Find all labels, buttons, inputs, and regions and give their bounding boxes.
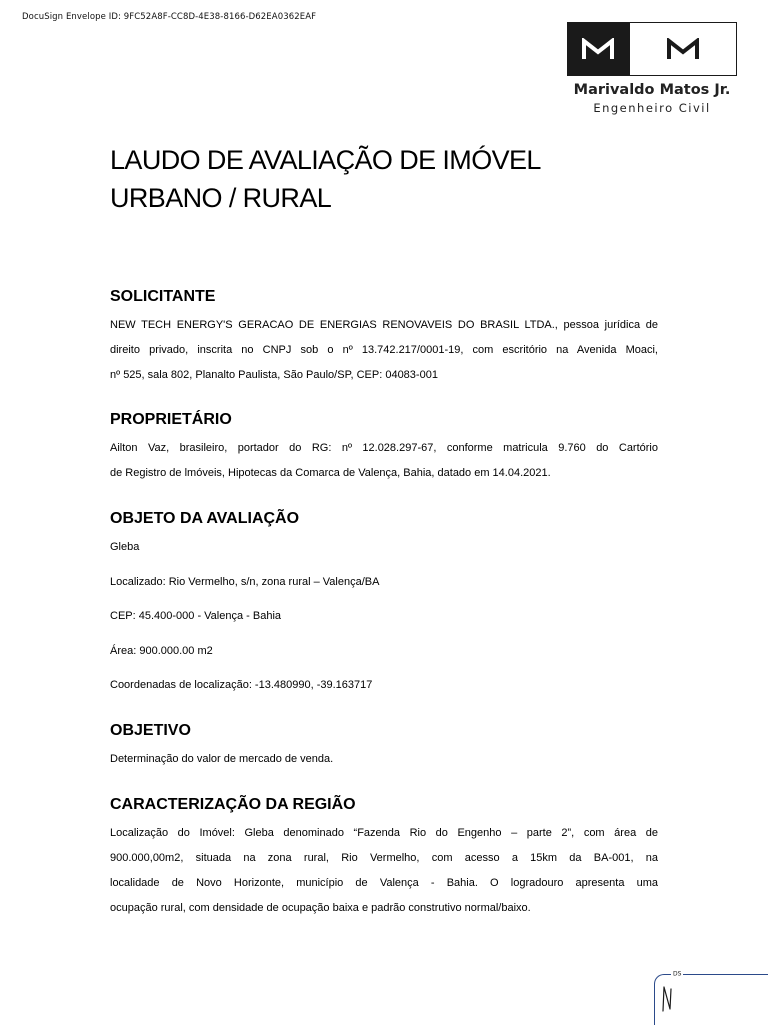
section-proprietario (110, 409, 658, 486)
logo-dark-tile (567, 22, 629, 76)
section-heading-solicitante: SOLICITANTE (110, 288, 216, 305)
solicitante-line: direito privado, inscrita no CNPJ sob o nº 13.742.217/0001-19, com escritório na Avenida Moaci, (110, 344, 658, 356)
regiao-line: ocupação rural, com densidade de ocupação baixa e padrão construtivo normal/baixo. (110, 902, 531, 914)
title-line-2: URBANO / RURAL (110, 183, 332, 213)
solicitante-line: NEW TECH ENERGY'S GERACAO DE ENERGIAS RENOVAVEIS DO BRASIL LTDA., pessoa jurídica de (110, 319, 658, 331)
section-heading-objetivo: OBJETIVO (110, 722, 191, 739)
title-line-1: LAUDO DE AVALIAÇÃO DE IMÓVEL (110, 145, 541, 175)
regiao-line: Localização do Imóvel: Gleba denominado “Fazenda Rio do Engenho – parte 2”, com área de (110, 827, 658, 839)
company-logo (567, 22, 737, 115)
solicitante-line: nº 525, sala 802, Planalto Paulista, São Paulo/SP, CEP: 04083-001 (110, 369, 438, 381)
logo-name: Marivaldo Matos Jr. (573, 82, 731, 98)
logo-light-tile (629, 22, 737, 76)
handwritten-initial-icon (659, 983, 679, 1013)
section-objetivo (110, 720, 658, 772)
objetivo-text: Determinação do valor de mercado de venda. (110, 753, 334, 765)
regiao-line: localidade de Novo Horizonte, município de Valença - Bahia. O logradouro apresenta uma (110, 877, 658, 889)
section-objeto (110, 508, 658, 703)
section-regiao (110, 794, 658, 921)
objeto-item: Gleba (110, 541, 140, 553)
objeto-item: Área: 900.000.00 m2 (110, 644, 213, 657)
section-heading-regiao: CARACTERIZAÇÃO DA REGIÃO (110, 796, 356, 813)
regiao-line: 900.000,00m2, situada na zona rural, Rio Vermelho, com acesso a 15km da BA-001, na (110, 852, 658, 864)
objeto-item: Coordenadas de localização: -13.480990, -39.163717 (110, 679, 373, 691)
logo-subtitle: Engenheiro Civil (593, 101, 711, 115)
objeto-item: Localizado: Rio Vermelho, s/n, zona rural – Valença/BA (110, 575, 380, 588)
initials-signature-box (654, 970, 768, 1025)
logo-m-icon-dark (666, 38, 700, 60)
objeto-item: CEP: 45.400-000 - Valença - Bahia (110, 610, 282, 622)
logo-mark (567, 22, 737, 76)
docusign-envelope-id: DocuSign Envelope ID: 9FC52A8F-CC8D-4E38-8166-D62EA0362EAF (22, 12, 317, 22)
proprietario-line: Ailton Vaz, brasileiro, portador do RG: nº 12.028.297-67, conforme matricula 9.760 do Cartório (110, 442, 658, 454)
section-solicitante (110, 286, 658, 388)
proprietario-line: de Registro de lmóveis, Hipotecas da Comarca de Valença, Bahia, datado em 14.04.2021. (110, 467, 551, 479)
logo-m-icon-white (581, 38, 615, 60)
section-heading-objeto: OBJETO DA AVALIAÇÃO (110, 510, 300, 527)
section-heading-proprietario: PROPRIETÁRIO (110, 411, 232, 428)
document-title (110, 141, 670, 217)
initials-label: DS (673, 970, 682, 978)
